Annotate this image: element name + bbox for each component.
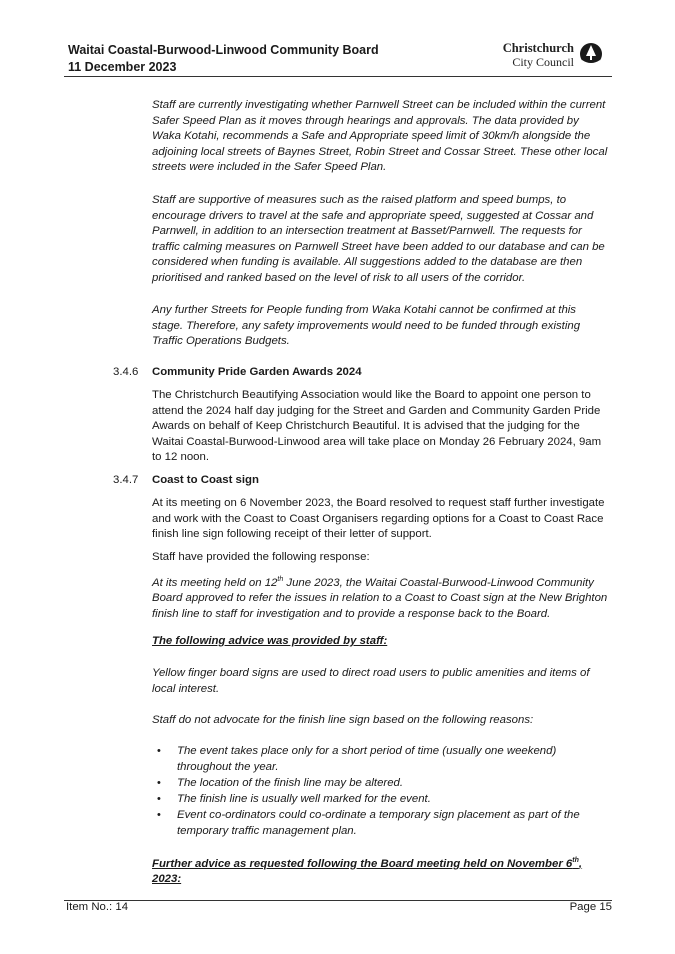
staff-advice-heading: The following advice was provided by staff:: [152, 635, 388, 647]
section-number: 3.4.6: [113, 366, 139, 378]
bullet-marker: •: [157, 745, 161, 757]
paragraph-garden-awards: The Christchurch Beautifying Association would like the Board to appoint one person to attend the 2024 half day judging for the Street and Garden and Community Garden Pride Awards on behalf of Keep Christchurch Beautiful. It is advised that the judging for the Waitai Coastal-Burwood-Linwood area will take place on Monday 26 February 2024, 9am to 12 noon.: [152, 389, 602, 464]
list-item: The event takes place only for a short period of time (usually one weekend) throughout the year.: [177, 745, 557, 773]
council-logo: [496, 40, 608, 70]
footer-divider: [64, 900, 612, 901]
list-item: The location of the finish line may be altered.: [177, 777, 404, 789]
paragraph-traffic-calming: Staff are supportive of measures such as the raised platform and speed bumps, to encourage drivers to travel at the safe and appropriate speed, suggested at Cossar and Parnwell, in addition to an intersection treatment at Basset/Parnwell. The requests for traffic calming measures on Parnwell Street have been added to our database and can be considered when funding is available. All suggestions added to the database are then prioritised and ranked based on the level of risk to all users of the corridor.: [152, 194, 605, 284]
paragraph-reasons-intro: Staff do not advocate for the finish line sign based on the following reasons:: [152, 714, 534, 726]
bullet-marker: •: [157, 809, 161, 821]
council-emblem-icon: [578, 42, 604, 68]
paragraph-june-meeting: At its meeting held on 12th June 2023, the Waitai Coastal-Burwood-Linwood Community Board approved to refer the issues in relation to a Coast to Coast sign at the New Brighton finish line to staff for investigation and to provide a response back to the Board.: [152, 576, 608, 620]
list-item: The finish line is usually well marked for the event.: [177, 793, 431, 805]
paragraph-board-resolution: At its meeting on 6 November 2023, the Board resolved to request staff further investigate and work with the Coast to Coast Organisers regarding options for a Coast to Coast Race finish line sign following receipt of their letter of support.: [152, 497, 605, 541]
further-advice-heading: Further advice as requested following the Board meeting held on November 6th, 2023:: [152, 857, 583, 886]
header-divider: [64, 76, 612, 77]
page-header: [68, 40, 608, 76]
section-heading: Community Pride Garden Awards 2024: [152, 366, 362, 378]
paragraph-safer-speed: Staff are currently investigating whether Parnwell Street can be included within the current Safer Speed Plan as it moves through hearings and approvals. The data provided by Waka Kotahi, recommends a Safe and Appropriate speed limit of 30km/h alongside the adjoining local streets of Baynes Street, Robin Street and Cossar Street. These other local streets were included in the Safer Speed Plan.: [152, 99, 608, 174]
page-number: Page 15: [569, 901, 612, 913]
paragraph-finger-signs: Yellow finger board signs are used to direct road users to public amenities and items of local interest.: [152, 667, 590, 695]
paragraph-staff-response: Staff have provided the following response:: [152, 551, 370, 563]
item-number: Item No.: 14: [66, 901, 129, 913]
bullet-marker: •: [157, 777, 161, 789]
board-title: Waitai Coastal-Burwood-Linwood Community Board: [68, 43, 379, 57]
list-item: Event co-ordinators could co-ordinate a temporary sign placement as part of the temporary traffic management plan.: [177, 809, 580, 837]
meeting-date: 11 December 2023: [68, 60, 177, 74]
section-heading: Coast to Coast sign: [152, 474, 259, 486]
paragraph-funding: Any further Streets for People funding from Waka Kotahi cannot be confirmed at this stage. Therefore, any safety improvements would need to be funded through existing Traffic Operations Budgets.: [152, 304, 581, 348]
bullet-marker: •: [157, 793, 161, 805]
logo-text-christchurch: Christchurch: [502, 41, 574, 55]
logo-text-city-council: City Council: [512, 55, 574, 69]
section-number: 3.4.7: [113, 474, 139, 486]
